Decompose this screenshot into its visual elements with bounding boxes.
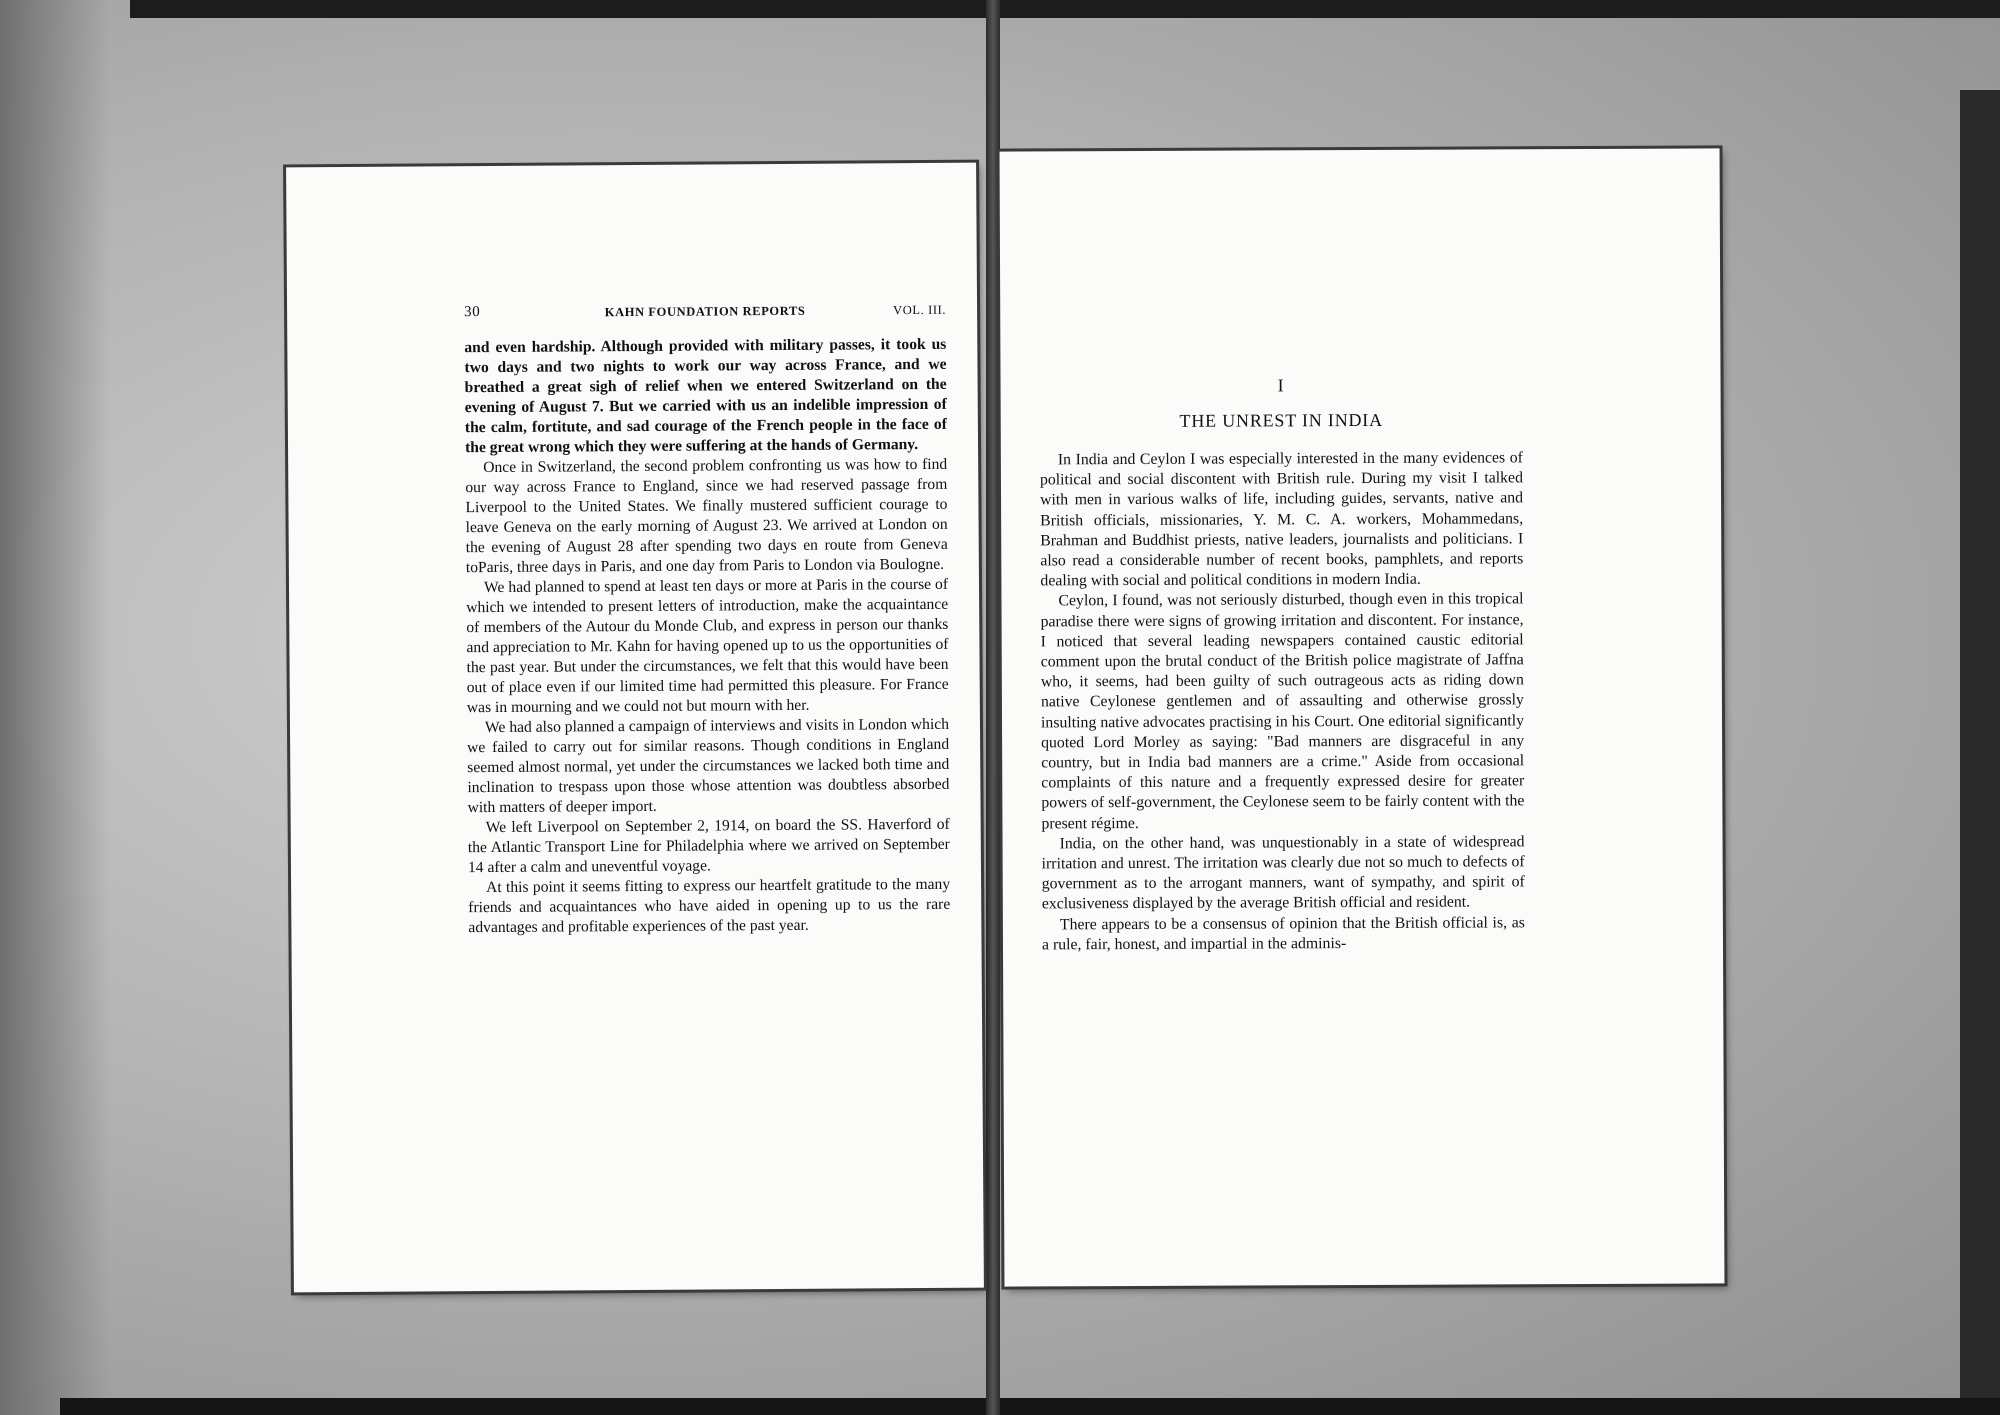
scan-edge-bottom (60, 1398, 2000, 1415)
chapter-number: I (1277, 375, 1285, 396)
paragraph: We had also planned a campaign of interviews and visits in London which we failed to carry out for similar reasons. Though conditions in England seemed almost normal, yet under the circumstances we lacked both time and inclination to trespass upon those whose attention was doubtless absorbed with matters of deeper import. (467, 715, 950, 817)
paragraph: We had planned to spend at least ten days or more at Paris in the course of which we intended to present letters of introduction, make the acquaintance of members of the Autour du Monde Club, and express in person our thanks and appreciation to Mr. Kahn for having opened up to us the opportunities of the past year. But under the circumstances, we felt that this would have been out of place even if our limited time had permitted this pleasure. For France was in mourning and we could not but mourn with her. (466, 575, 949, 717)
right-page-text (1040, 374, 1526, 955)
scan-edge-top (130, 0, 2000, 18)
volume-label: VOL. III. (893, 302, 947, 318)
paragraph: We left Liverpool on September 2, 1914, on board the SS. Haverford of the Atlantic Transport Line for Philadelphia where we arrived on September 14 after a calm and uneventful voyage. (467, 815, 950, 877)
page-number: 30 (464, 304, 481, 321)
scan-shadow-left (0, 0, 110, 1415)
scan-edge-right (1960, 90, 2000, 1410)
paragraph: Ceylon, I found, was not seriously disturbed, though even in this tropical paradise there were signs of growing irritation and discontent. For instance, I noticed that several leading newspapers contained caustic editorial comment upon the brutal conduct of the British police magistrate of Jaffna who, it seems, had been guilty of such outrageous acts as riding down native Ceylonese gentlemen and of assaulting and otherwise grossly insulting native advocates practising in his Court. One editorial significantly quoted Lord Morley as saying: "Bad manners are disgraceful in any country, but in India bad manners are a crime." Aside from occasional complaints of this nature and a frequently expressed desire for greater powers of self-government, the Ceylonese seem to be fairly content with the present régime. (1040, 590, 1525, 833)
book-spine (986, 0, 1000, 1415)
paragraph: India, on the other hand, was unquestionably in a state of widespread irritation and unrest. The irritation was clearly due not so much to defects of government as to the arrogant manners, want of sympathy, and spirit of exclusiveness displayed by the average British official and resident. (1041, 833, 1525, 913)
chapter-title: THE UNREST IN INDIA (1179, 409, 1383, 431)
paragraph: At this point it seems fitting to express our heartfelt gratitude to the many friends and acquaintances who have aided in opening up to us the rare advantages and profitable experiences of the past year. (468, 875, 951, 937)
right-page (1000, 148, 1725, 1286)
paragraph: and even hardship. Although provided with military passes, it took us two days and two nights to work our way across France, and we breathed a great sigh of relief when we entered Switzerland on the evening of August 7. But we carried with us an indelible impression of the calm, fortitute, and sad courage of the French people in the face of the great wrong which they were suffering at the hands of Germany. (464, 335, 947, 457)
running-title: KAHN FOUNDATION REPORTS (604, 303, 806, 320)
paragraph: There appears to be a consensus of opinion that the British official is, as a rule, fair, honest, and impartial in the adminis- (1041, 913, 1525, 954)
running-head (464, 301, 946, 324)
left-page (286, 163, 984, 1293)
left-page-text (464, 301, 950, 938)
paragraph: In India and Ceylon I was especially interested in the many evidences of political and social discontent with British rule. During my visit I talked with men in various walks of life, including guides, servants, native and British officials, missionaries, Y. M. C. A. workers, Mohammedans, Brahman and Buddhist priests, native leaders, journalists and politicians. I also read a considerable number of recent books, pamphlets, and reports dealing with social and political conditions in modern India. (1039, 449, 1524, 590)
paragraph: Once in Switzerland, the second problem confronting us was how to find our way across France to England, since we had reserved passage from Liverpool to the United States. We finally mustered sufficient courage to leave Geneva on the early morning of August 23. We arrived at London on the evening of August 28 after spending two days en route from Geneva toParis, three days in Paris, and one day from Paris to London via Boulogne. (465, 455, 948, 577)
